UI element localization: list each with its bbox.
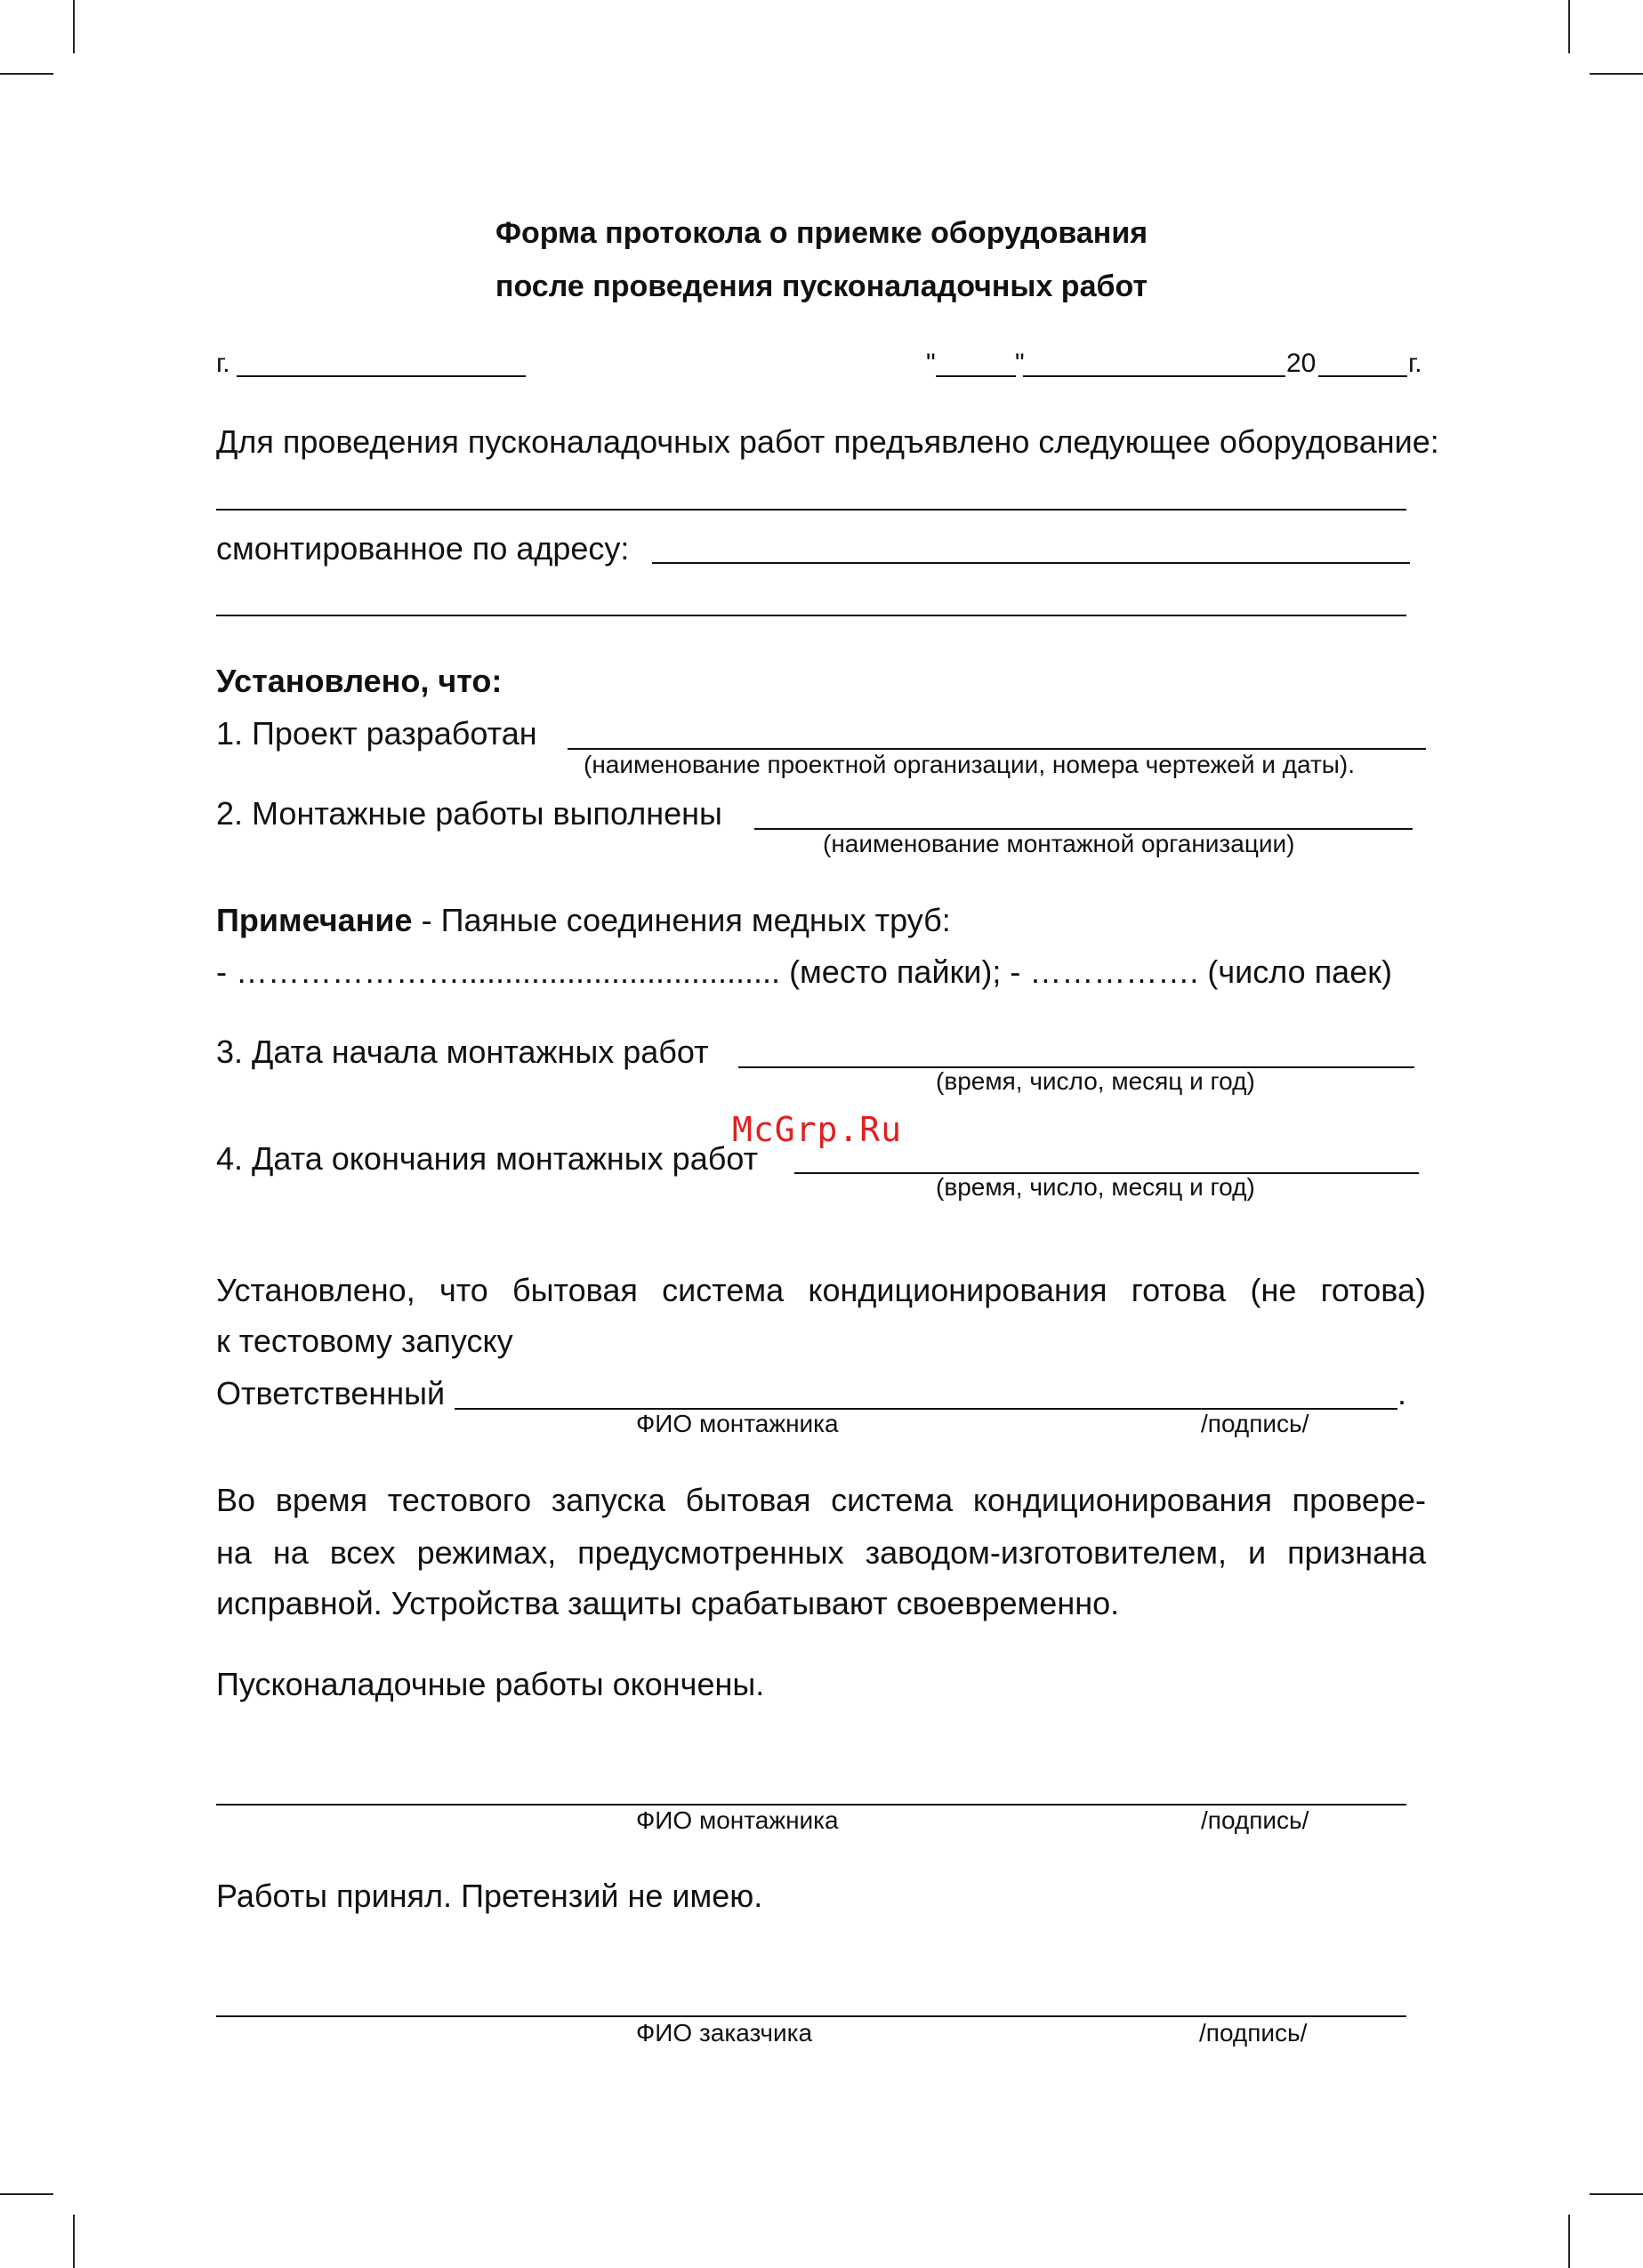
date-suffix: г.: [1408, 349, 1422, 378]
responsible-end: .: [1397, 1375, 1407, 1411]
date-day-field[interactable]: [936, 375, 1016, 377]
responsible-label: Ответственный: [216, 1375, 446, 1411]
customer-signature-field[interactable]: [216, 2015, 1406, 2017]
date-month-field[interactable]: [1023, 375, 1285, 377]
project-field[interactable]: [568, 748, 1426, 750]
equipment-field[interactable]: [216, 509, 1406, 511]
document-title-line2: после проведения пусконаладочных работ: [495, 269, 1148, 303]
test-text-line1: Во время тестового запуска бытовая система кондиционирования провере-: [216, 1482, 1426, 1518]
customer-sign-hint: /подпись/: [1199, 2019, 1308, 2047]
city-prefix: г.: [216, 349, 230, 378]
address-field[interactable]: [652, 562, 1410, 564]
crop-mark: [73, 0, 75, 53]
crop-mark: [1590, 2193, 1643, 2195]
date-year-prefix: 20: [1286, 349, 1317, 378]
note-text: - Паяные соединения медных труб:: [412, 902, 951, 938]
item1-hint: (наименование проектной организации, номера чертежей и даты).: [584, 751, 1356, 778]
installer-signature-field[interactable]: [216, 1804, 1406, 1806]
ready-text-2: к тестовому запуску: [216, 1323, 513, 1359]
ready-text: Установлено, что бытовая система кондиционирования готова (не готова): [216, 1272, 1426, 1308]
responsible-sign-hint: /подпись/: [1201, 1410, 1309, 1437]
accepted-text: Работы принял. Претензий не имею.: [216, 1878, 763, 1914]
test-text-line2: на на всех режимах, предусмотренных заводом-изготовителем, и признана: [216, 1534, 1426, 1571]
installer-sign-hint: /подпись/: [1201, 1806, 1309, 1834]
address-field-2[interactable]: [216, 615, 1406, 616]
crop-mark: [0, 73, 53, 75]
city-field[interactable]: [237, 375, 526, 377]
solder-line: - ………………….................................... (место пайки); - ……………. (число паек): [216, 953, 1392, 990]
test-text-line3: исправной. Устройства защиты срабатывают своевременно.: [216, 1585, 1120, 1621]
intro-text: Для проведения пусконаладочных работ предъявлено следующее оборудование:: [216, 423, 1439, 460]
item2-hint: (наименование монтажной организации): [823, 830, 1295, 857]
note-label: Примечание: [216, 902, 413, 938]
document-title-line1: Форма протокола о приемке оборудования: [495, 216, 1148, 250]
date-year-field[interactable]: [1318, 375, 1407, 377]
installer-fio-hint: ФИО монтажника: [636, 1806, 839, 1834]
crop-mark: [0, 2193, 53, 2195]
note-line: [216, 902, 951, 939]
date-quote-close: ": [1015, 349, 1025, 378]
end-date-hint: (время, число, месяц и год): [936, 1173, 1255, 1201]
address-label: смонтированное по адресу:: [216, 530, 630, 567]
established-heading: Установлено, что:: [216, 663, 503, 699]
crop-mark: [1568, 0, 1570, 53]
crop-mark: [1568, 2215, 1570, 2268]
crop-mark: [73, 2215, 75, 2268]
start-date-hint: (время, число, месяц и год): [936, 1067, 1255, 1095]
item1-label: 1. Проект разработан: [216, 715, 537, 752]
item2-label: 2. Монтажные работы выполнены: [216, 795, 722, 832]
crop-mark: [1590, 73, 1643, 75]
finished-text: Пусконаладочные работы окончены.: [216, 1666, 765, 1702]
customer-fio-hint: ФИО заказчика: [636, 2019, 813, 2047]
end-date-label: 4. Дата окончания монтажных работ: [216, 1140, 759, 1177]
date-quote-open: ": [926, 349, 936, 378]
watermark: McGrp.Ru: [732, 1110, 903, 1149]
start-date-label: 3. Дата начала монтажных работ: [216, 1033, 709, 1070]
responsible-fio-hint: ФИО монтажника: [636, 1410, 839, 1437]
